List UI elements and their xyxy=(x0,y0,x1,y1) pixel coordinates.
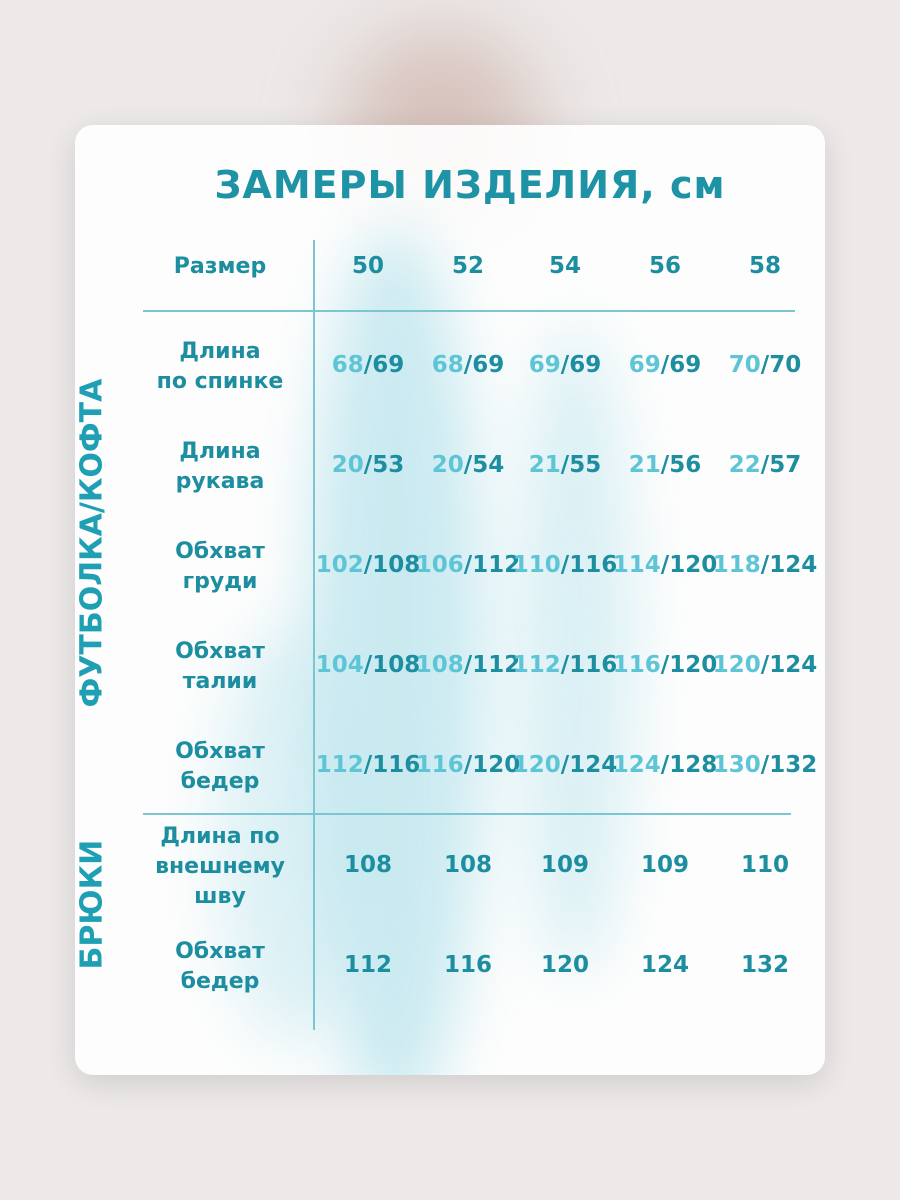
header-divider xyxy=(143,310,795,312)
value-cell xyxy=(413,552,523,578)
row-label-line: Обхват xyxy=(175,739,265,764)
value-separator: / xyxy=(463,552,473,578)
value-separator: / xyxy=(760,552,770,578)
value-cell xyxy=(313,652,423,678)
value-cell xyxy=(610,652,720,678)
value-part-a: 120 xyxy=(712,652,761,678)
value-part-a: 120 xyxy=(512,752,561,778)
value-part-b: 112 xyxy=(472,552,521,578)
value-part-b: 132 xyxy=(769,752,818,778)
size-header: 50 xyxy=(351,253,384,279)
value-separator: / xyxy=(760,452,770,478)
value-part-a: 112 xyxy=(315,752,364,778)
value-cell xyxy=(610,352,720,378)
value-part-b: 120 xyxy=(669,552,718,578)
value-cell xyxy=(710,452,820,478)
value-part-b: 56 xyxy=(669,452,702,478)
value-part-a: 69 xyxy=(628,352,661,378)
row-label-line: талии xyxy=(182,669,258,694)
value-cell xyxy=(510,352,620,378)
value-part-b: 116 xyxy=(569,652,618,678)
section-label-top: ФУТБОЛКА/КОФТА xyxy=(75,378,110,708)
value-part-a: 21 xyxy=(628,452,661,478)
value-cell: 116 xyxy=(443,952,492,978)
value-separator: / xyxy=(660,752,670,778)
value-cell xyxy=(413,452,523,478)
row-label xyxy=(140,737,300,797)
value-part-b: 69 xyxy=(669,352,702,378)
value-cell: 120 xyxy=(540,952,589,978)
value-part-b: 55 xyxy=(569,452,602,478)
value-part-b: 124 xyxy=(769,652,818,678)
row-label-line: Обхват xyxy=(175,639,265,664)
value-part-a: 104 xyxy=(315,652,364,678)
value-part-a: 114 xyxy=(612,552,661,578)
size-header: 54 xyxy=(548,253,581,279)
value-part-b: 53 xyxy=(372,452,405,478)
value-cell: 108 xyxy=(443,852,492,878)
value-cell xyxy=(313,352,423,378)
value-part-a: 68 xyxy=(331,352,364,378)
row-label-line: Обхват xyxy=(175,539,265,564)
value-part-a: 106 xyxy=(415,552,464,578)
value-cell xyxy=(710,352,820,378)
value-separator: / xyxy=(560,552,570,578)
value-part-b: 120 xyxy=(472,752,521,778)
row-label-line: Обхват xyxy=(175,939,265,964)
value-cell: 108 xyxy=(343,852,392,878)
value-part-a: 112 xyxy=(512,652,561,678)
value-cell xyxy=(413,352,523,378)
value-cell xyxy=(313,552,423,578)
size-header: 58 xyxy=(748,253,781,279)
value-part-a: 102 xyxy=(315,552,364,578)
value-separator: / xyxy=(660,552,670,578)
row-label-line: бедер xyxy=(180,769,260,794)
value-separator: / xyxy=(560,652,570,678)
value-separator: / xyxy=(363,552,373,578)
value-part-b: 69 xyxy=(372,352,405,378)
value-cell xyxy=(413,652,523,678)
value-part-b: 69 xyxy=(472,352,505,378)
value-cell: 110 xyxy=(740,852,789,878)
value-separator: / xyxy=(760,352,770,378)
value-part-b: 116 xyxy=(569,552,618,578)
value-part-a: 130 xyxy=(712,752,761,778)
value-part-a: 69 xyxy=(528,352,561,378)
value-part-b: 128 xyxy=(669,752,718,778)
row-label xyxy=(140,937,300,997)
page-title: ЗАМЕРЫ ИЗДЕЛИЯ, см xyxy=(214,163,726,207)
row-label xyxy=(140,537,300,597)
value-part-a: 68 xyxy=(431,352,464,378)
value-part-a: 124 xyxy=(612,752,661,778)
value-separator: / xyxy=(760,652,770,678)
value-part-b: 112 xyxy=(472,652,521,678)
value-cell xyxy=(510,752,620,778)
value-part-b: 54 xyxy=(472,452,505,478)
value-part-a: 110 xyxy=(512,552,561,578)
size-header: 56 xyxy=(648,253,681,279)
value-part-a: 116 xyxy=(415,752,464,778)
value-cell xyxy=(510,452,620,478)
value-cell xyxy=(610,752,720,778)
value-part-a: 116 xyxy=(612,652,661,678)
value-separator: / xyxy=(560,452,570,478)
value-part-b: 70 xyxy=(769,352,802,378)
value-cell xyxy=(510,552,620,578)
value-separator: / xyxy=(463,352,473,378)
row-label-line: внешнему xyxy=(155,854,285,879)
value-part-b: 120 xyxy=(669,652,718,678)
value-part-b: 57 xyxy=(769,452,802,478)
value-part-a: 118 xyxy=(712,552,761,578)
value-part-b: 124 xyxy=(569,752,618,778)
row-label-line: шву xyxy=(194,884,246,909)
value-cell: 109 xyxy=(540,852,589,878)
value-separator: / xyxy=(463,452,473,478)
measurement-card xyxy=(75,125,825,1075)
value-part-a: 108 xyxy=(415,652,464,678)
value-cell xyxy=(710,652,820,678)
value-cell: 124 xyxy=(640,952,689,978)
row-label xyxy=(140,437,300,497)
value-part-b: 69 xyxy=(569,352,602,378)
section-divider xyxy=(143,813,791,815)
row-label-line: рукава xyxy=(175,469,265,494)
value-separator: / xyxy=(363,352,373,378)
row-label-line: Длина xyxy=(179,339,261,364)
value-cell xyxy=(610,552,720,578)
value-part-a: 20 xyxy=(431,452,464,478)
row-label-line: бедер xyxy=(180,969,260,994)
value-part-a: 70 xyxy=(728,352,761,378)
value-cell xyxy=(313,752,423,778)
value-separator: / xyxy=(760,752,770,778)
value-separator: / xyxy=(363,452,373,478)
value-cell: 132 xyxy=(740,952,789,978)
section-label-bottom: БРЮКИ xyxy=(75,839,110,970)
value-separator: / xyxy=(560,352,570,378)
value-part-b: 116 xyxy=(372,752,421,778)
row-label-line: по спинке xyxy=(156,369,284,394)
row-label-line: Длина по xyxy=(160,824,280,849)
value-part-a: 22 xyxy=(728,452,761,478)
value-cell xyxy=(610,452,720,478)
value-part-a: 21 xyxy=(528,452,561,478)
row-label xyxy=(140,337,300,397)
value-separator: / xyxy=(463,752,473,778)
value-cell xyxy=(413,752,523,778)
value-part-b: 124 xyxy=(769,552,818,578)
row-label xyxy=(140,822,300,912)
value-cell: 112 xyxy=(343,952,392,978)
value-part-b: 108 xyxy=(372,552,421,578)
value-separator: / xyxy=(660,352,670,378)
value-cell xyxy=(313,452,423,478)
value-separator: / xyxy=(660,452,670,478)
value-separator: / xyxy=(560,752,570,778)
row-label-line: груди xyxy=(182,569,258,594)
value-part-b: 108 xyxy=(372,652,421,678)
value-part-a: 20 xyxy=(331,452,364,478)
value-separator: / xyxy=(660,652,670,678)
value-cell: 109 xyxy=(640,852,689,878)
value-cell xyxy=(510,652,620,678)
value-separator: / xyxy=(363,652,373,678)
row-label xyxy=(140,637,300,697)
row-label-line: Длина xyxy=(179,439,261,464)
value-cell xyxy=(710,552,820,578)
value-cell xyxy=(710,752,820,778)
value-separator: / xyxy=(463,652,473,678)
header-size-label: Размер xyxy=(173,254,267,279)
size-header: 52 xyxy=(451,253,484,279)
value-separator: / xyxy=(363,752,373,778)
